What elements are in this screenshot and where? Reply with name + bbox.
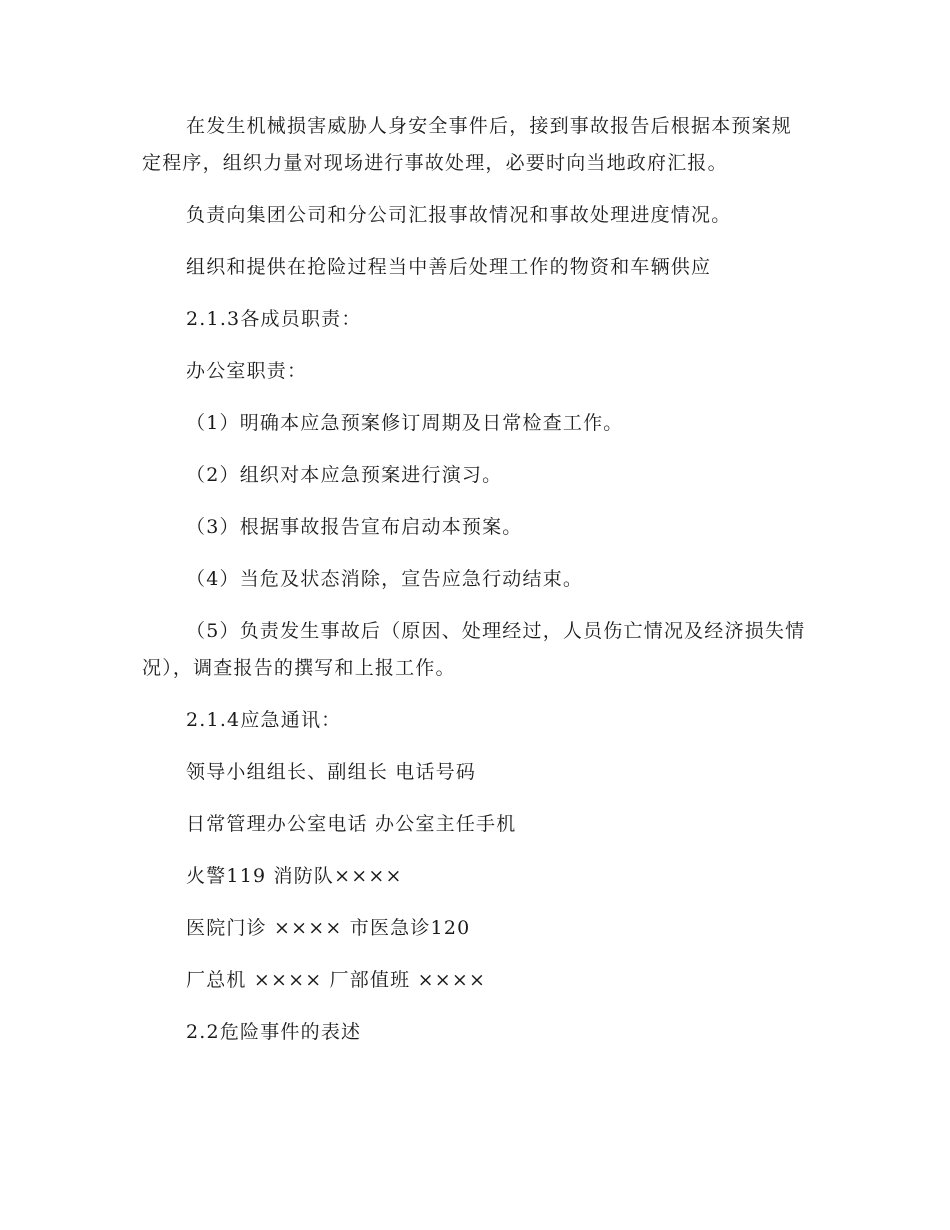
paragraph-office-duties: 办公室职责：	[186, 360, 308, 382]
list-item-5: （5）负责发生事故后（原因、处理经过，人员伤亡情况及经济损失情况），调查报告的撰写和上报工作。	[142, 620, 806, 679]
section-heading-2-1-4: 2.1.4应急通讯：	[186, 709, 342, 731]
document-body	[142, 108, 810, 1066]
list-item-1: （1）明确本应急预案修订周期及日常检查工作。	[186, 412, 624, 434]
contact-line-leaders: 领导小组组长、副组长 电话号码	[186, 761, 477, 783]
paragraph-supplies: 组织和提供在抢险过程当中善后处理工作的物资和车辆供应	[186, 256, 712, 278]
paragraph-incident-handling: 在发生机械损害威胁人身安全事件后，接到事故报告后根据本预案规定程序，组织力量对现场进行事故处理，必要时向当地政府汇报。	[142, 115, 793, 174]
contact-line-factory: 厂总机 ×××× 厂部值班 ××××	[186, 969, 487, 991]
list-item-3: （3）根据事故报告宣布启动本预案。	[186, 516, 523, 538]
contact-line-fire: 火警119 消防队××××	[186, 865, 403, 887]
paragraph-report-to-group: 负责向集团公司和分公司汇报事故情况和事故处理进度情况。	[186, 204, 732, 226]
contact-line-office: 日常管理办公室电话 办公室主任手机	[186, 813, 517, 835]
section-heading-2-1-3: 2.1.3各成员职责：	[186, 308, 362, 330]
list-item-2: （2）组织对本应急预案进行演习。	[186, 464, 503, 486]
list-item-4: （4）当危及状态消除，宣告应急行动结束。	[186, 568, 584, 590]
contact-line-hospital: 医院门诊 ×××× 市医急诊120	[186, 917, 471, 939]
section-heading-2-2: 2.2危险事件的表述	[186, 1021, 362, 1043]
